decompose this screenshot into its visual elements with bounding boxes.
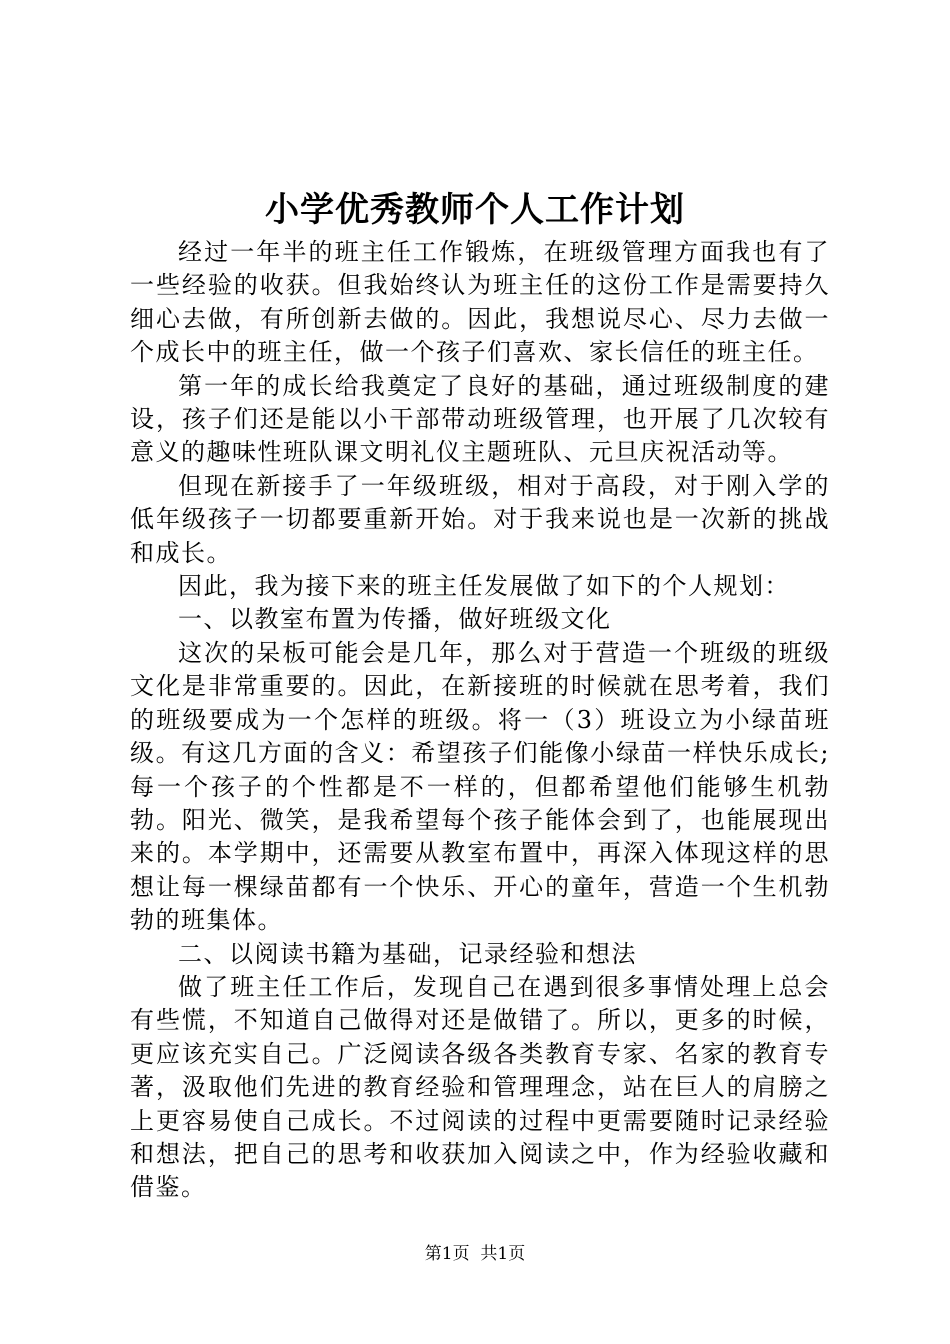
page-footer (0, 1242, 950, 1266)
document-body (130, 236, 830, 1205)
paragraph-plan-intro: 因此，我为接下来的班主任发展做了如下的个人规划： (178, 572, 790, 601)
paragraph-first-year: 第一年的成长给我奠定了良好的基础，通过班级制度的建设，孩子们还是能以小干部带动班级管理，也开展了几次较有意义的趣味性班队课文明礼仪主题班队、元旦庆祝活动等。 (130, 371, 830, 467)
document-title: 小学优秀教师个人工作计划 (265, 190, 685, 230)
paragraph-new-class: 但现在新接手了一年级班级，相对于高段，对于刚入学的低年级孩子一切都要重新开始。对于我来说也是一次新的挑战和成长。 (130, 471, 830, 567)
paragraph-intro: 经过一年半的班主任工作锻炼，在班级管理方面我也有了一些经验的收获。但我始终认为班主任的这份工作是需要持久细心去做，有所创新去做的。因此，我想说尽心、尽力去做一个成长中的班主任，做一个孩子们喜欢、家长信任的班主任。 (130, 238, 830, 367)
section-heading-one: 一、以教室布置为传播，做好班级文化 (178, 605, 612, 634)
page-total: 共1页 (480, 1244, 526, 1264)
section-heading-two: 二、以阅读书籍为基础，记录经验和想法 (178, 939, 637, 968)
paragraph-class-culture: 这次的呆板可能会是几年，那么对于营造一个班级的班级文化是非常重要的。因此，在新接班的时候就在思考着，我们的班级要成为一个怎样的班级。将一（3）班设立为小绿苗班级。有这几方面的含义：希望孩子们能像小绿苗一样快乐成长;每一个孩子的个性都是不一样的，但都希望他们能够生机勃勃。阳光、微笑，是我希望每个孩子能体会到了，也能展现出来的。本学期中，还需要从教室布置中，再深入体现这样的思想让每一棵绿苗都有一个快乐、开心的童年，营造一个生机勃勃的班集体。 (130, 638, 830, 935)
paragraph-reading: 做了班主任工作后，发现自己在遇到很多事情处理上总会有些慌，不知道自己做得对还是做错了。所以，更多的时候，更应该充实自己。广泛阅读各级各类教育专家、名家的教育专著，汲取他们先进的教育经验和管理理念，站在巨人的肩膀之上更容易使自己成长。不过阅读的过程中更需要随时记录经验和想法，把自己的思考和收获加入阅读之中，作为经验收藏和借鉴。 (130, 972, 830, 1202)
page-number: 第1页 (424, 1244, 470, 1264)
footer-separator (470, 1244, 481, 1264)
